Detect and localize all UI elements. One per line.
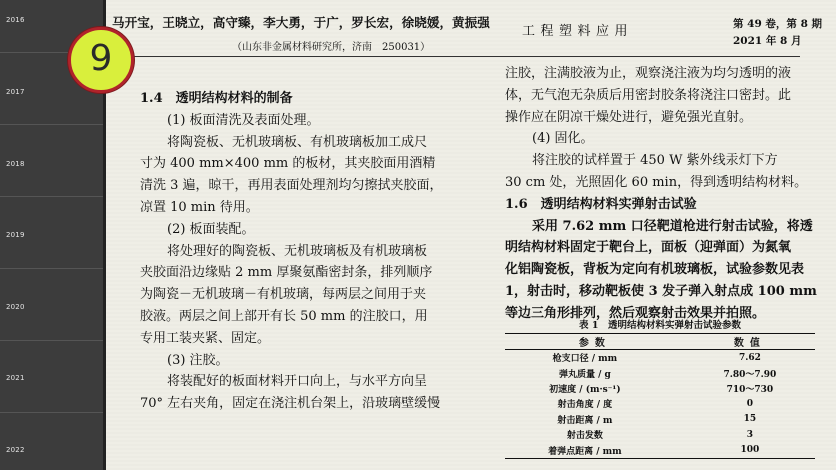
text-line: (3) 注胶。	[167, 352, 229, 368]
text-line: 化铝陶瓷板，背板为定向有机玻璃板，试验参数见表	[505, 262, 805, 278]
param-value: 710～730	[726, 384, 774, 395]
param-value: 100	[740, 445, 760, 456]
table-row	[505, 412, 815, 427]
table-caption: 表 1 透明结构材料实弹射击试验参数	[579, 320, 741, 331]
text-line: 明结构材料固定于靶台上，面板（迎弹面）为氮氧	[505, 240, 792, 256]
timeline-year[interactable]: 2020	[6, 303, 25, 311]
param-value: 3	[746, 429, 754, 440]
param-name: 射击距离 / m	[557, 415, 613, 426]
text-line: 30 cm 处，光照固化 60 min，得到透明结构材料。	[505, 174, 808, 190]
text-line: 注胶，注满胶液为止，观察浇注液为均匀透明的液	[505, 66, 792, 81]
affiliation: （山东非金属材料研究所，济南 250031）	[232, 42, 431, 53]
volume-number: 第 49 卷，第 8 期	[733, 18, 823, 30]
table-row	[505, 365, 815, 380]
left-column	[140, 88, 480, 415]
text-line: 体，无气泡无杂质后用密封胶条将浇注口密封。此	[505, 87, 792, 103]
badge-number: 9	[89, 37, 113, 79]
timeline-year[interactable]: 2022	[6, 446, 25, 454]
text-line: 专用工装夹紧、固定。	[140, 330, 271, 346]
param-name: 初速度 / (m·s⁻¹)	[549, 384, 621, 395]
parameters-table	[505, 333, 815, 459]
text-line: 等边三角形排列，然后观察射击效果并拍照。	[505, 305, 766, 321]
text-line: 1，射击时，移动靶板使 3 发子弹入射点成 100 mm	[505, 283, 817, 299]
param-value: 0	[746, 398, 754, 409]
text-line: 夹胶面沿边缘贴 2 mm 厚聚氨酯密封条，排列顺序	[140, 265, 433, 281]
text-line: 将陶瓷板、无机玻璃板、有机玻璃板加工成尺	[167, 134, 428, 150]
text-line: 将装配好的板面材料开口向上，与水平方向呈	[167, 374, 428, 390]
text-line: 为陶瓷－无机玻璃－有机玻璃，每两层之间用于夹	[140, 287, 427, 303]
text-line: 1.6 透明结构材料实弹射击试验	[505, 196, 697, 212]
text-line: (4) 固化。	[532, 131, 594, 147]
table-row	[505, 350, 815, 366]
table-header: 参数	[505, 334, 685, 350]
text-line: 清洗 3 遍，晾干，再用表面处理剂均匀擦拭夹胶面，	[140, 178, 443, 194]
param-value: 15	[743, 414, 757, 425]
param-name: 枪支口径 / mm	[552, 354, 618, 365]
text-line: 将处理好的陶瓷板、无机玻璃板及有机玻璃板	[167, 243, 428, 259]
text-line: 凉置 10 min 待用。	[140, 199, 259, 215]
volume-info	[733, 16, 822, 50]
timeline-year[interactable]: 2017	[6, 88, 25, 96]
text-line: 采用 7.62 mm 口径靶道枪进行射击试验，将透	[532, 218, 813, 234]
param-name: 着弹点距离 / mm	[548, 446, 622, 457]
timeline-divider	[0, 124, 104, 125]
timeline-year[interactable]: 2019	[6, 231, 25, 239]
table-header: 数值	[685, 334, 815, 350]
page-number-badge[interactable]	[68, 27, 134, 93]
table-row	[505, 427, 815, 442]
text-line: 操作应在阴凉干燥处进行，避免强光直射。	[505, 109, 753, 125]
timeline-divider	[0, 412, 104, 413]
timeline-year[interactable]: 2018	[6, 160, 25, 168]
param-name: 射击角度 / 度	[557, 400, 613, 411]
issue-date: 2021 年 8 月	[733, 35, 802, 47]
text-line: 70° 左右夹角，固定在浇注机台架上，沿玻璃壁缓慢	[140, 396, 441, 412]
timeline-divider	[0, 268, 104, 269]
text-line: 胶液。两层之间上部开有长 50 mm 的注胶口，用	[140, 308, 428, 324]
table-row	[505, 442, 815, 458]
right-column	[505, 63, 815, 325]
header-rule	[110, 56, 800, 57]
param-value: 7.62	[738, 352, 761, 363]
param-value: 7.80～7.90	[723, 369, 777, 380]
authors: 马开宝，王晓立，高守臻，李大勇，于广，罗长宏，徐晓媛，黄振强	[112, 15, 490, 30]
timeline-divider	[0, 196, 104, 197]
text-line: 寸为 400 mm×400 mm 的板材，其夹胶面用酒精	[140, 156, 436, 172]
journal-title: 工程塑料应用	[522, 24, 634, 39]
text-line: (1) 板面清洗及表面处理。	[167, 112, 320, 128]
timeline-divider	[0, 340, 104, 341]
text-line: (2) 板面装配。	[167, 221, 255, 237]
param-name: 弹丸质量 / g	[558, 369, 611, 380]
table-row	[505, 381, 815, 396]
timeline-year[interactable]: 2021	[6, 374, 25, 382]
text-line: 将注胶的试样置于 450 W 紫外线汞灯下方	[532, 153, 778, 169]
timeline-year[interactable]: 2016	[6, 16, 25, 24]
param-name: 射击发数	[566, 431, 603, 442]
table-row	[505, 396, 815, 411]
text-line: 1.4 透明结构材料的制备	[140, 91, 293, 106]
